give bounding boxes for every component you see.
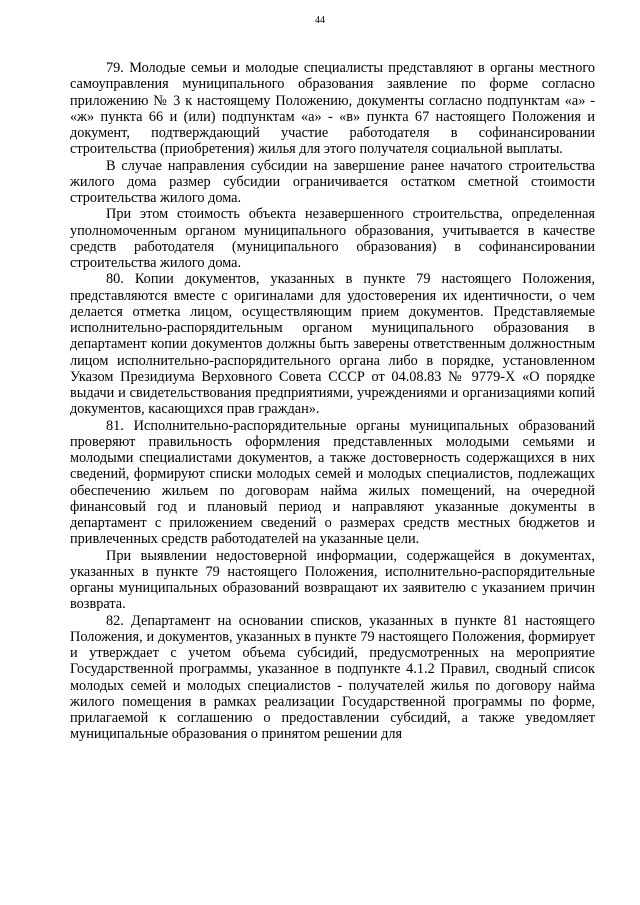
paragraph-82: 82. Департамент на основании списков, указанных в пункте 81 настоящего Положения, и документов, указанных в пункте 79 настоящего Положения, формирует и утверждает с учетом объема субсидий, предусмотренных на мероприятие Государственной программы, указанное в подпункте 4.1.2 Правил, сводный список молодых семей и молодых специалистов - получателей жилья по договору найма жилого помещения в рамках реализации Государственной программы по форме, прилагаемой к соглашению о предоставлении субсидий, а также уведомляет муниципальные образования о принятом решении для xyxy=(70,612,595,743)
paragraph-unfinished-construction: При этом стоимость объекта незавершенного строительства, определенная уполномоченным органом муниципального образования, учитывается в качестве средств работодателя (муниципального образования) в софинансировании строительства жилого дома. xyxy=(70,206,595,271)
paragraph-subsidy-completion: В случае направления субсидии на завершение ранее начатого строительства жилого дома размер субсидии ограничивается остатком сметной стоимости строительства жилого дома. xyxy=(70,157,595,206)
paragraph-79: 79. Молодые семьи и молодые специалисты представляют в органы местного самоуправления муниципального образования заявление по форме согласно приложению № 3 к настоящему Положению, документы согласно подпунктам «а» - «ж» пункта 66 и (или) подпунктам «а» - «в» пункта 67 настоящего Положения и документ, подтверждающий участие работодателя в софинансировании строительства (приобретения) жилья для этого получателя социальной выплаты. xyxy=(70,60,595,158)
document-body xyxy=(70,60,595,743)
paragraph-81: 81. Исполнительно-распорядительные органы муниципальных образований проверяют правильность оформления представленных молодыми семьями и молодыми специалистами документов, а также достоверность содержащихся в них сведений, формируют списки молодых семей и молодых специалистов, подлежащих обеспечению жильем по договорам найма жилых помещений, на очередной финансовый год и плановый период и направляют указанные документы в департамент с приложением сведений о размерах средств местных бюджетов и привлеченных средств работодателей на указанные цели. xyxy=(70,417,595,548)
paragraph-invalid-information: При выявлении недостоверной информации, содержащейся в документах, указанных в пункте 79 настоящего Положения, исполнительно-распорядительные органы муниципальных образований возвращают их заявителю с указанием причин возврата. xyxy=(70,547,595,613)
page-number: 44 xyxy=(315,15,325,26)
paragraph-80: 80. Копии документов, указанных в пункте 79 настоящего Положения, представляются вместе с оригиналами для удостоверения их идентичности, о чем делается отметка лицом, осуществляющим прием документов. Представляемые исполнительно-распорядительным органом муниципального образования в департамент копии документов должны быть заверены ответственным должностным лицом исполнительно-распорядительного органа либо в порядке, установленном Указом Президиума Верховного Совета СССР от 04.08.83 № 9779-X «О порядке выдачи и свидетельствования предприятиями, учреждениями и организациями копий документов, касающихся прав граждан». xyxy=(70,271,595,418)
